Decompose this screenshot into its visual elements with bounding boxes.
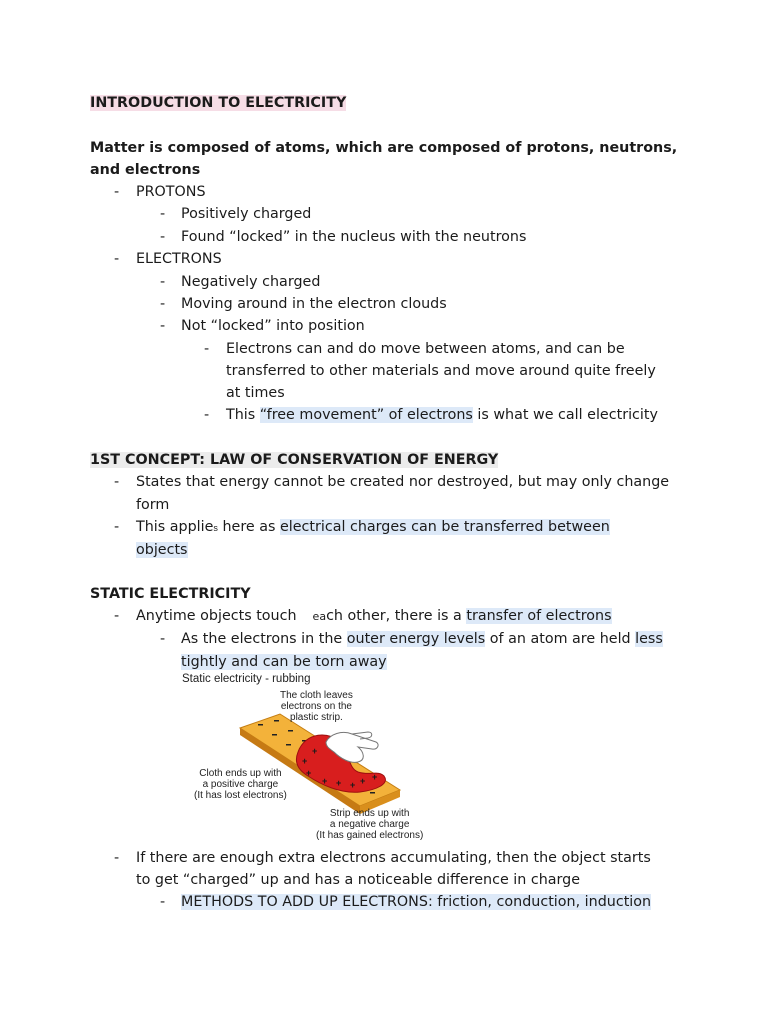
bullet-dash: - bbox=[160, 274, 166, 290]
svg-text:+: + bbox=[336, 778, 342, 788]
list-item bbox=[181, 892, 651, 912]
bullet-dash: - bbox=[114, 850, 120, 866]
list-item: This applies here as electrical charges can be transferred between bbox=[136, 519, 610, 535]
figure-title: Static electricity - rubbing bbox=[182, 673, 311, 685]
list-item: As the electrons in the outer energy levels of an atom are held less bbox=[181, 631, 663, 647]
list-item: If there are enough extra electrons accumulating, then the object starts bbox=[136, 850, 651, 866]
bullet-dash: - bbox=[114, 184, 120, 200]
list-item: This “free movement” of electrons is what we call electricity bbox=[226, 407, 658, 423]
highlight: electrical charges can be transferred between bbox=[279, 519, 610, 535]
static-electricity-figure bbox=[180, 672, 430, 844]
bullet-dash: - bbox=[114, 251, 120, 267]
list-item: Positively charged bbox=[181, 206, 312, 222]
section-heading: 1ST CONCEPT: LAW OF CONSERVATION OF ENERGY bbox=[90, 452, 499, 468]
list-item-cont: to get “charged” up and has a noticeable difference in charge bbox=[136, 872, 581, 888]
list-item: Not “locked” into position bbox=[181, 318, 365, 334]
svg-text:+: + bbox=[360, 776, 366, 786]
bullet-dash: - bbox=[160, 631, 166, 647]
highlight: tightly and can be torn away bbox=[181, 654, 387, 670]
list-item: Negatively charged bbox=[181, 274, 321, 290]
highlight: objects bbox=[136, 542, 188, 558]
electrons-label: ELECTRONS bbox=[136, 251, 222, 267]
cloth-note: The cloth leaves electrons on the plastic strip. bbox=[280, 690, 353, 723]
cloth-ends-label: Cloth ends up with a positive charge (It has lost electrons) bbox=[194, 768, 287, 801]
intro-line-1: Matter is composed of atoms, which are composed of protons, neutrons, bbox=[90, 140, 678, 156]
list-item: Found “locked” in the nucleus with the neutrons bbox=[181, 229, 527, 245]
bullet-dash: - bbox=[160, 206, 166, 222]
list-item: States that energy cannot be created nor destroyed, but may only change bbox=[136, 474, 670, 490]
protons-label: PROTONS bbox=[136, 184, 206, 200]
bullet-dash: - bbox=[160, 894, 166, 910]
svg-text:+: + bbox=[372, 772, 378, 782]
bullet-dash: - bbox=[160, 229, 166, 245]
bullet-dash: - bbox=[114, 608, 120, 624]
highlight: outer energy levels bbox=[346, 631, 486, 647]
list-item-cont: form bbox=[136, 497, 170, 513]
svg-text:+: + bbox=[350, 780, 356, 790]
svg-text:+: + bbox=[302, 756, 308, 766]
svg-text:+: + bbox=[312, 746, 318, 756]
intro-line-2: and electrons bbox=[90, 162, 201, 178]
highlight: “free movement” of electrons bbox=[259, 407, 473, 423]
list-item-cont: transferred to other materials and move around quite freely bbox=[226, 363, 656, 379]
bullet-dash: - bbox=[114, 474, 120, 490]
bullet-dash: - bbox=[114, 519, 120, 535]
bullet-dash: - bbox=[204, 407, 210, 423]
list-item-cont bbox=[181, 652, 387, 672]
svg-text:+: + bbox=[322, 776, 328, 786]
section-heading: STATIC ELECTRICITY bbox=[90, 586, 251, 602]
list-item-cont: at times bbox=[226, 385, 285, 401]
page-title: INTRODUCTION TO ELECTRICITY bbox=[90, 95, 347, 111]
bullet-dash: - bbox=[160, 318, 166, 334]
list-item-cont bbox=[136, 540, 188, 560]
svg-text:+: + bbox=[306, 768, 312, 778]
list-item: Moving around in the electron clouds bbox=[181, 296, 447, 312]
bullet-dash: - bbox=[204, 341, 210, 357]
highlight: transfer of electrons bbox=[466, 608, 612, 624]
list-item: Electrons can and do move between atoms, and can be bbox=[226, 341, 625, 357]
highlight: less bbox=[635, 631, 663, 647]
list-item: Anytime objects touch each other, there is a transfer of electrons bbox=[136, 608, 612, 624]
highlight: METHODS TO ADD UP ELECTRONS: friction, conduction, induction bbox=[181, 894, 652, 910]
bullet-dash: - bbox=[160, 296, 166, 312]
strip-ends-label: Strip ends up with a negative charge (It has gained electrons) bbox=[316, 808, 424, 841]
